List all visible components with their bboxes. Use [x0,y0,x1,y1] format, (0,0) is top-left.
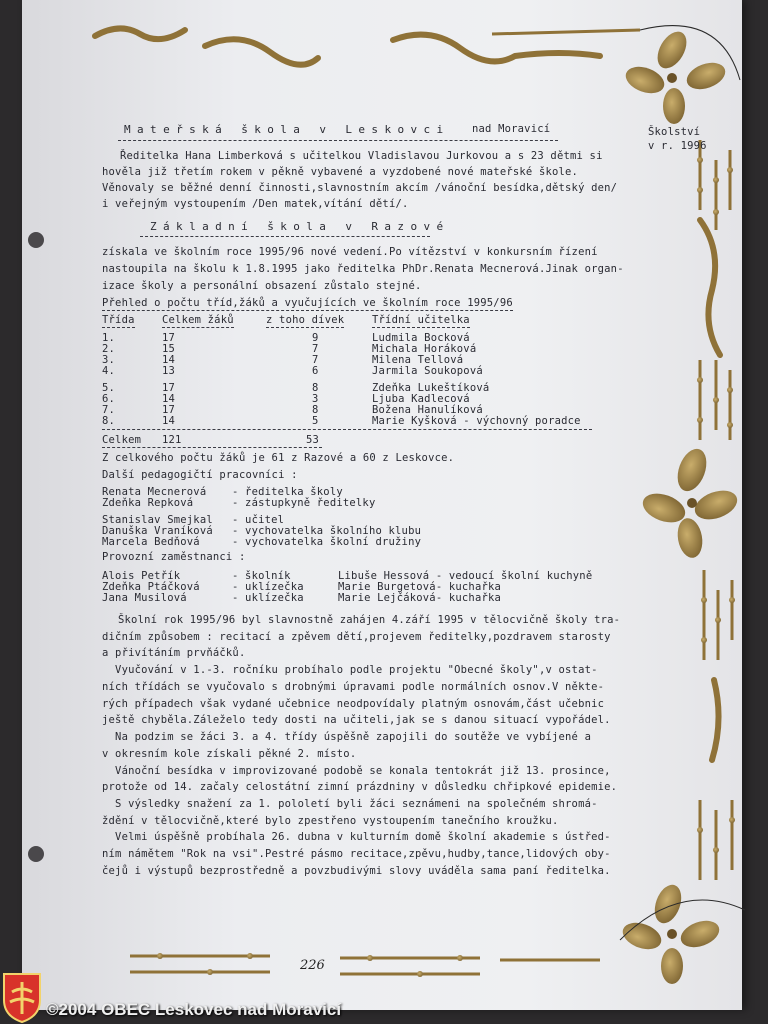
table-total-rule [102,429,592,430]
staff-role: - uklízečka [232,581,304,593]
cell-pupils: 15 [162,343,176,355]
closing-line: dičním způsobem : recitací a zpěvem dětí,projevem ředitelky,pozdravem starosty [102,631,611,643]
staff-role: - učitel [232,514,285,526]
cell-girls: 7 [312,343,319,355]
heading-underline [140,236,430,237]
cell-girls: 7 [312,354,319,366]
staff-role: - zástupkyně ředitelky [232,497,376,509]
staff-name: Marcela Bedňová [102,536,200,548]
table-note: Z celkového počtu žáků je 61 z Razové a 60 z Leskovce. [102,452,455,464]
zs-paragraph-line: izace školy a personální obsazení zůstalo stejné. [102,280,422,292]
zs-paragraph-line: získala ve školním roce 1995/96 nové vedení.Po vítězství v konkursním řízení [102,246,598,258]
table-total-label: Celkem [102,434,142,446]
cell-teacher: Michala Horáková [372,343,477,355]
staff-kitchen: Marie Burgetová- kuchařka [338,581,502,593]
cell-pupils: 17 [162,382,176,394]
table-total-rule [102,447,322,448]
table-total-pupils: 121 [162,434,182,446]
closing-line: S výsledky snažení za 1. pololetí byli žáci seznámeni na společném shromá- [102,798,598,810]
cell-pupils: 17 [162,332,176,344]
table-header-ucitelka: Třídní učitelka [372,314,470,326]
cell-pupils: 13 [162,365,176,377]
closing-line: Vyučování v 1.-3. ročníku probíhalo podle projektu "Obecné školy",v ostat- [102,664,598,676]
cell-class: 7. [102,404,116,416]
heading-materska-skola: Mateřská škola v Leskovci [124,123,450,136]
ms-paragraph-line: Věnovaly se běžné denní činnosti,slavnostním akcím /vánoční besídka,dětský den/ [102,182,618,194]
cell-pupils: 14 [162,393,176,405]
staff-role: - ředitelka školy [232,486,343,498]
cell-pupils: 14 [162,354,176,366]
heading-underline [118,140,558,141]
staff-name: Alois Petřík [102,570,181,582]
cell-girls: 9 [312,332,319,344]
side-label-skolstvi: Školství [648,126,701,138]
closing-line: ním námětem "Rok na vsi".Pestré pásmo recitace,zpěvu,hudby,tance,lidových oby- [102,848,611,860]
staff-role: - uklízečka [232,592,304,604]
closing-line: Na podzim se žáci 3. a 4. třídy úspěšně zapojili do soutěže ve vybíjené a [102,731,592,743]
copyright-watermark: ©2004 OBEC Leskovec nad Moravicí [46,1000,342,1019]
staff-op-heading: Provozní zaměstnanci : [102,551,246,563]
cell-girls: 6 [312,365,319,377]
cell-teacher: Milena Tellová [372,354,464,366]
table-header-divky: z toho dívek [266,314,345,326]
ms-paragraph-line: hověla již třetím rokem v pěkně vybavené a vyzdobené nové mateřské škole. [102,166,579,178]
table-total-girls: 53 [306,434,320,446]
table-header-celkem: Celkem žáků [162,314,234,326]
cell-teacher: Božena Hanulíková [372,404,483,416]
staff-kitchen: Marie Lejčáková- kuchařka [338,592,502,604]
staff-name: Danuška Vraníková [102,525,213,537]
staff-kitchen: Libuše Hessová - vedoucí školní kuchyně [338,570,593,582]
cell-class: 5. [102,382,116,394]
cell-class: 1. [102,332,116,344]
cell-pupils: 17 [162,404,176,416]
cell-teacher: Ludmila Bocková [372,332,470,344]
cell-teacher: Marie Kyšková - výchovný poradce [372,415,581,427]
cell-pupils: 14 [162,415,176,427]
ms-paragraph-line: i veřejným vystoupením /Den matek,vítání dětí/. [102,198,409,210]
closing-line: ních třídách se vyučovalo s drobnými úpravami podle normálních osnov.V někte- [102,681,605,693]
staff-role: - vychovatelka školní družiny [232,536,422,548]
closing-line: v okresním kole získali pěkné 2. místo. [102,748,357,760]
staff-role: - školník [232,570,291,582]
cell-class: 8. [102,415,116,427]
staff-name: Renata Mecnerová [102,486,207,498]
staff-name: Zdeňka Repková [102,497,194,509]
closing-line: Vánoční besídka v improvizované podobě se konala tentokrát již 13. prosince, [102,765,611,777]
staff-ped-heading: Další pedagogičtí pracovníci : [102,469,298,481]
table-title: Přehled o počtu tříd,žáků a vyučujících ve školním roce 1995/96 [102,297,513,309]
closing-line: Velmi úspěšně probíhala 26. dubna v kulturním domě školní akademie s ústřed- [102,831,611,843]
cell-girls: 8 [312,382,319,394]
cell-teacher: Ljuba Kadlecová [372,393,470,405]
closing-line: ždění v tělocvičně,které bylo zpestřeno vystoupením tanečního kroužku. [102,815,559,827]
zs-paragraph-line: nastoupila na školu k 1.8.1995 jako ředitelka PhDr.Renata Mecnerová.Jinak organ- [102,263,624,275]
cell-class: 6. [102,393,116,405]
closing-line: rých případech však vydané učebnice neodpovídaly platným osnovám,část učebnic [102,698,605,710]
closing-line: ještě chyběla.Záleželo tedy dosti na učiteli,jak se s danou situací vypořádel. [102,714,611,726]
cell-teacher: Jarmila Soukopová [372,365,483,377]
closing-line: a přivítáním prvňáčků. [102,647,246,659]
coat-of-arms-logo [0,970,44,1024]
side-label-year: v r. 1996 [648,140,707,152]
cell-girls: 5 [312,415,319,427]
cell-girls: 3 [312,393,319,405]
page-number: 226 [300,958,325,973]
heading-zakladni-skola: Základní škola v Razové [150,220,450,233]
closing-line: protože od 14. začaly celostátní zimní prázdniny v důsledku chřipkové epidemie. [102,781,618,793]
ms-paragraph-line: Ředitelka Hana Limberková s učitelkou Vladislavou Jurkovou a s 23 dětmi si [120,150,603,162]
staff-name: Stanislav Smejkal [102,514,213,526]
staff-name: Jana Musilová [102,592,187,604]
closing-line: Školní rok 1995/96 byl slavnostně zahájen 4.září 1995 v tělocvičně školy tra- [118,614,621,626]
cell-girls: 8 [312,404,319,416]
cell-class: 3. [102,354,116,366]
cell-class: 2. [102,343,116,355]
staff-name: Zdeňka Ptáčková [102,581,200,593]
cell-class: 4. [102,365,116,377]
closing-line: čejů i výstupů bezprostředně a povzbudivými slovy uváděla sama paní ředitelka. [102,865,611,877]
staff-role: - vychovatelka školního klubu [232,525,422,537]
cell-teacher: Zdeňka Lukeštíková [372,382,490,394]
heading-materska-skola-tail: nad Moravicí [472,123,551,135]
table-header-trida: Třída [102,314,135,326]
